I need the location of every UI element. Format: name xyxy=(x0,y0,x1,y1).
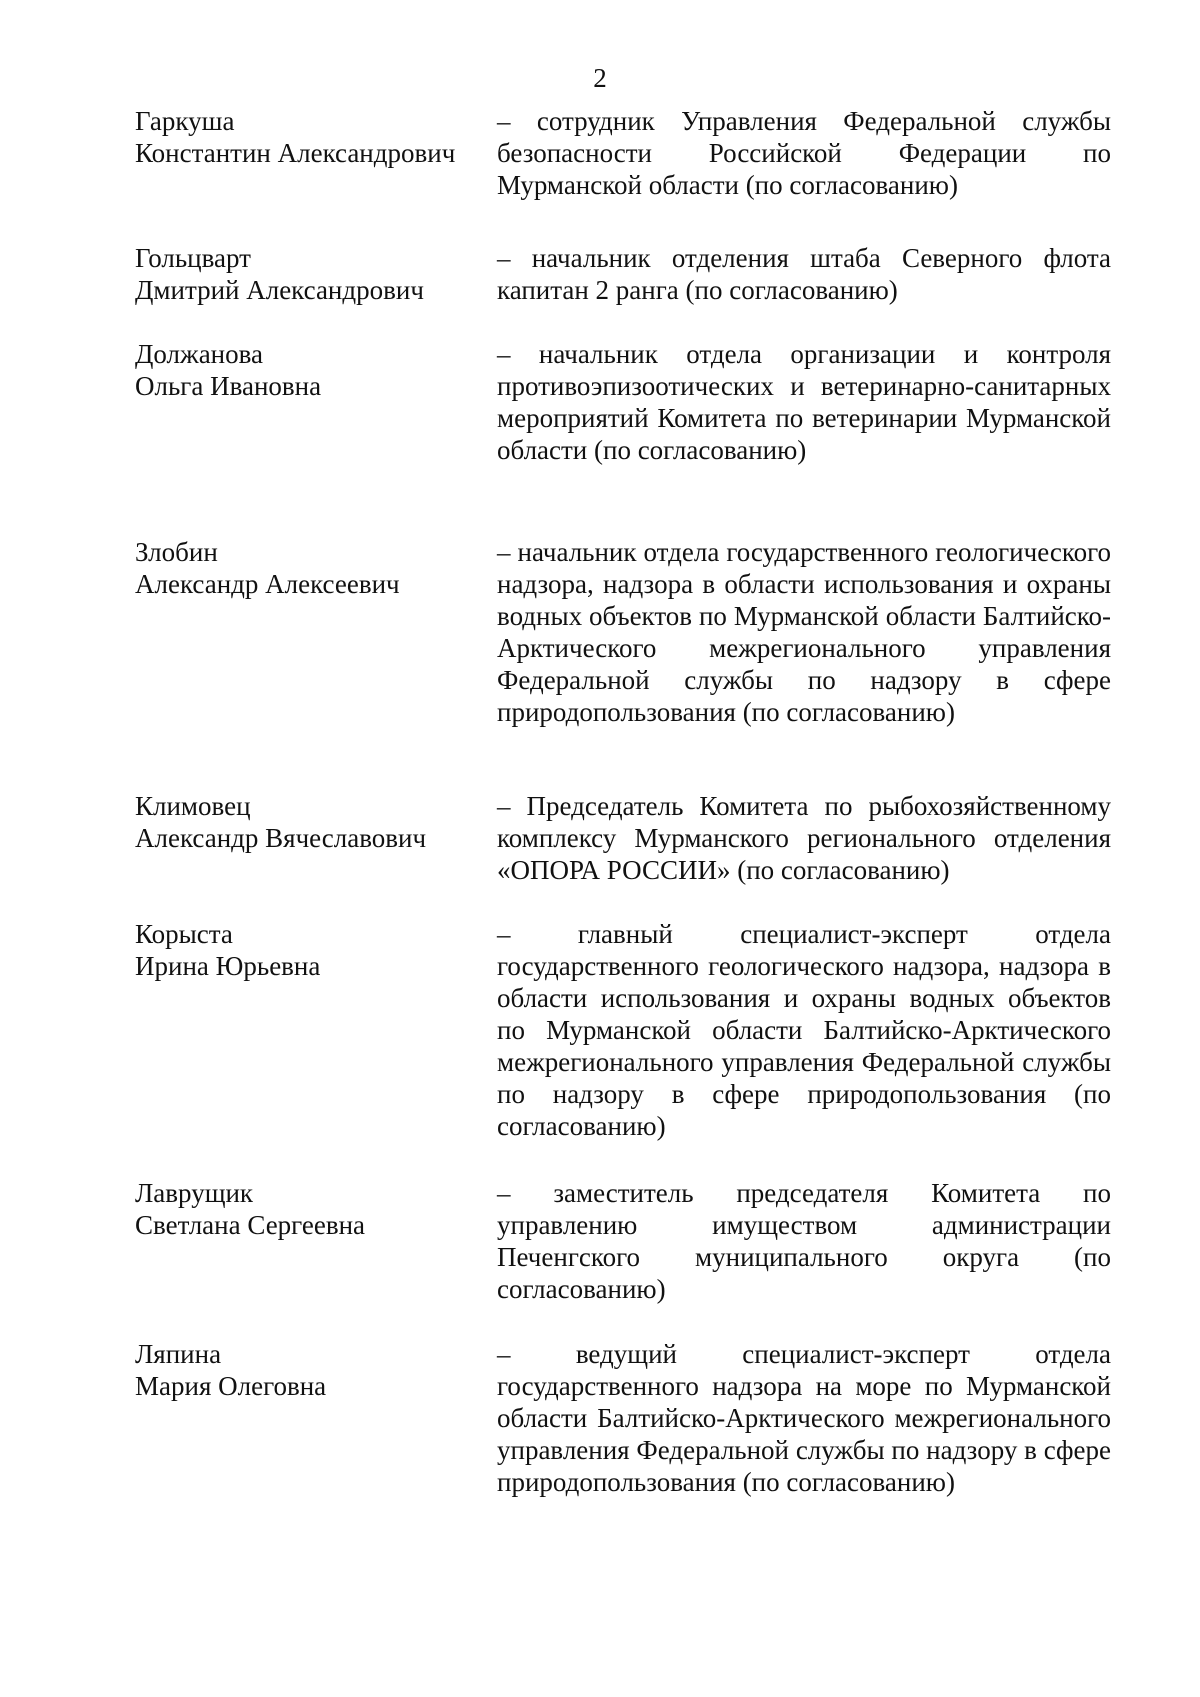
member-given-names: Константин Александрович xyxy=(135,138,456,168)
member-surname: Злобин xyxy=(135,537,218,567)
member-surname: Корыста xyxy=(135,919,233,949)
member-role: – начальник отдела государственного геологического надзора, надзора в области использования и охраны водных объектов по Мурманской области Балтийско-Арктического межрегионального управления Федеральной службы по надзору в сфере природопользования (по согласованию) xyxy=(497,537,1111,727)
member-role: – начальник отделения штаба Северного флота капитан 2 ранга (по согласованию) xyxy=(497,243,1111,305)
member-name xyxy=(135,338,475,402)
member-surname: Гаркуша xyxy=(135,106,235,136)
member-role: – заместитель председателя Комитета по управлению имуществом администрации Печенгского муниципального округа (по согласованию) xyxy=(497,1178,1111,1304)
member-given-names: Дмитрий Александрович xyxy=(135,275,424,305)
member-role: – Председатель Комитета по рыбохозяйственному комплексу Мурманского регионального отделения «ОПОРА РОССИИ» (по согласованию) xyxy=(497,791,1111,885)
member-given-names: Ольга Ивановна xyxy=(135,371,322,401)
member-name xyxy=(135,1177,475,1241)
member-name xyxy=(135,918,475,982)
member-given-names: Светлана Сергеевна xyxy=(135,1210,366,1240)
member-name xyxy=(135,105,475,169)
member-name xyxy=(135,242,475,306)
member-surname: Гольцварт xyxy=(135,243,251,273)
member-role: – ведущий специалист-эксперт отдела государственного надзора на море по Мурманской области Балтийско-Арктического межрегионального управления Федеральной службы по надзору в сфере природопользования (по согласованию) xyxy=(497,1339,1111,1497)
member-role: – сотрудник Управления Федеральной службы безопасности Российской Федерации по Мурманской области (по согласованию) xyxy=(497,106,1111,200)
member-name xyxy=(135,790,475,854)
member-name xyxy=(135,1338,475,1402)
member-surname: Должанова xyxy=(135,339,263,369)
member-given-names: Александр Алексеевич xyxy=(135,569,400,599)
member-given-names: Александр Вячеславович xyxy=(135,823,427,853)
member-name xyxy=(135,536,475,600)
member-surname: Ляпина xyxy=(135,1339,222,1369)
member-surname: Климовец xyxy=(135,791,251,821)
member-given-names: Ирина Юрьевна xyxy=(135,951,321,981)
member-given-names: Мария Олеговна xyxy=(135,1371,327,1401)
member-surname: Лаврущик xyxy=(135,1178,254,1208)
page-number: 2 xyxy=(593,63,607,93)
member-role: – главный специалист-эксперт отдела государственного геологического надзора, надзора в области использования и охраны водных объектов по Мурманской области Балтийско-Арктического межрегионального управления Федеральной службы по надзору в сфере природопользования (по согласованию) xyxy=(497,919,1111,1141)
member-role: – начальник отдела организации и контроля противоэпизоотических и ветеринарно-санитарных мероприятий Комитета по ветеринарии Мурманской области (по согласованию) xyxy=(497,339,1111,465)
